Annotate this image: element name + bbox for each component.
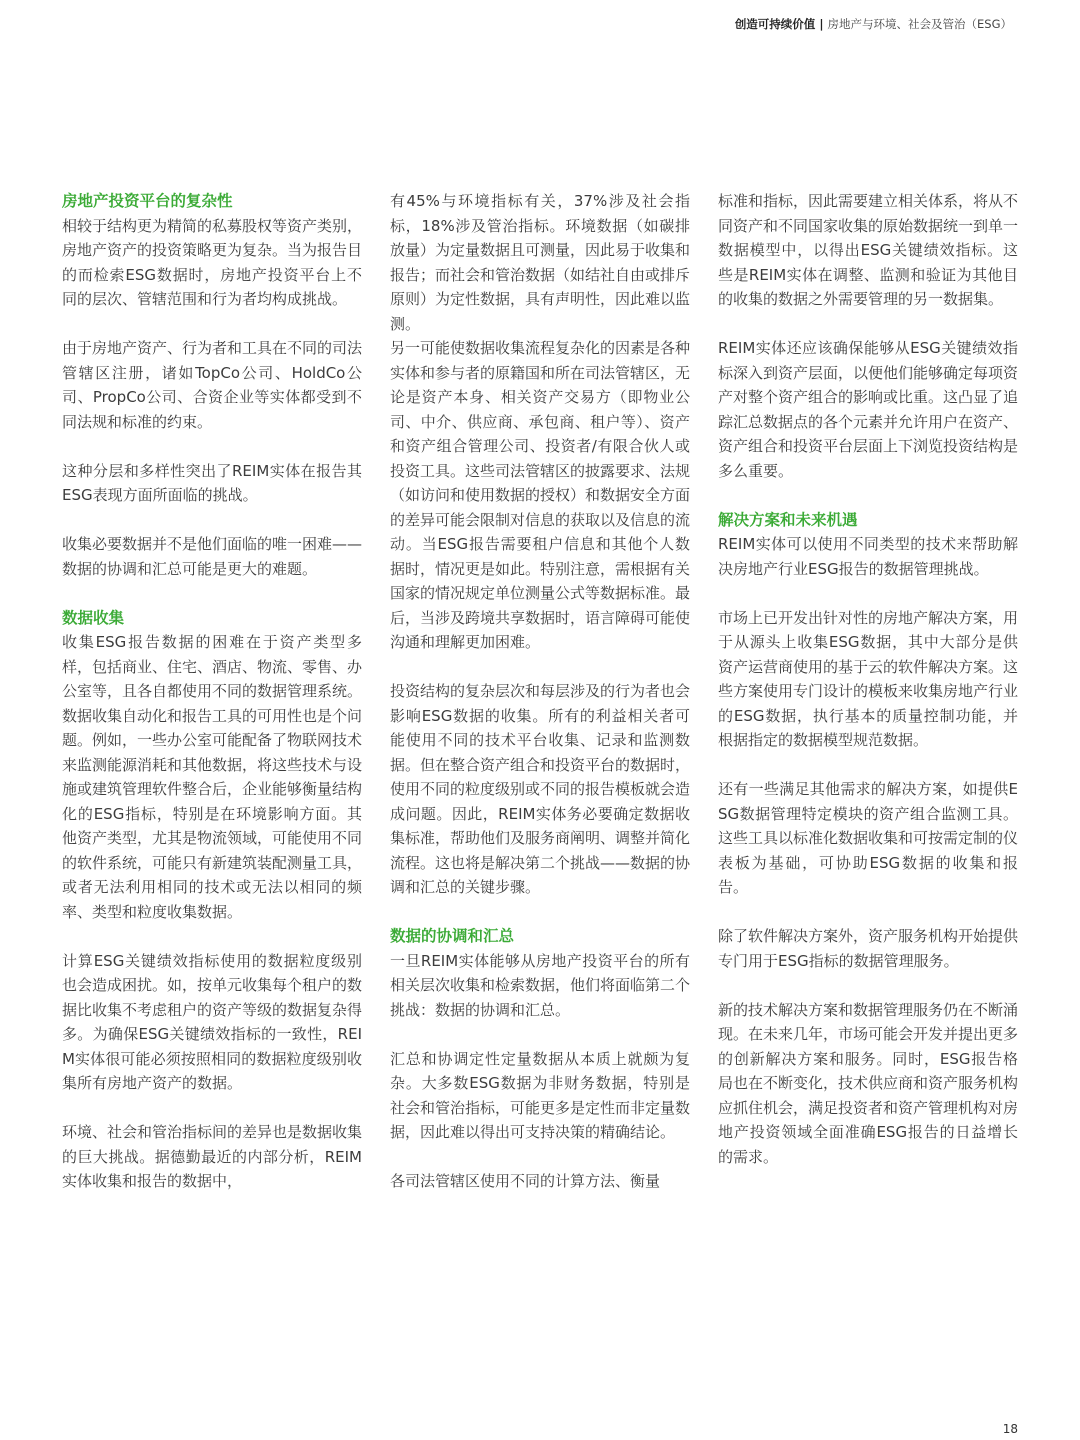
paragraph: REIM实体还应该确保能够从ESG关键绩效指标深入到资产层面，以便他们能够确定每项资产对整个资产组合的影响或比重。这凸显了追踪汇总数据点的各个元素并允许用户在资产、资产组合和投资平台层面上下浏览投资结构是多么重要。 [718,339,1019,480]
paragraph: 另一可能使数据收集流程复杂化的因素是各种实体和参与者的原籍国和所在司法管辖区，无论是资产本身、相关资产交易方（即物业公司、中介、供应商、承包商、租户等）、资产和资产组合管理公司、投资者/有限合伙人或投资工具。这些司法管辖区的披露要求、法规（如访问和使用数据的授权）和数据安全方面的差异可能会限制对信息的获取以及信息的流动。当ESG报告需要租户信息和其他个人数据时，情况更是如此。特别注意，需根据有关国家的情况规定单位测量公式等数据标准。最后，当涉及跨境共享数据时，语言障碍可能使沟通和理解更加困难。 [390,339,691,651]
paragraph: 收集ESG报告数据的困难在于资产类型多样，包括商业、住宅、酒店、物流、零售、办公室等，且各自都使用不同的数据管理系统。数据收集自动化和报告工具的可用性也是个问题。例如，一些办公室可能配备了物联网技术来监测能源消耗和其他数据，将这些技术与设施或建筑管理软件整合后，企业能够衡量结构化的ESG指标，特别是在环境影响方面。其他资产类型，尤其是物流领域，可能使用不同的软件系统，可能只有新建筑装配测量工具，或者无法利用相同的技术或无法以相同的频率、类型和粒度收集数据。 [62,633,363,921]
paragraph: 相较于结构更为精简的私募股权等资产类别，房地产资产的投资策略更为复杂。当为报告目的而检索ESG数据时，房地产投资平台上不同的层次、管辖范围和行为者均构成挑战。 [62,216,363,308]
paragraph: 投资结构的复杂层次和每层涉及的行为者也会影响ESG数据的收集。所有的利益相关者可能使用不同的技术平台收集、记录和监测数据。但在整合资产组合和投资平台的数据时，使用不同的粒度级别或不同的报告模板就会造成问题。因此，REIM实体务必要确定数据收集标准，帮助他们及服务商阐明、调整并简化流程。这也将是解决第二个挑战——数据的协调和汇总的关键步骤。 [390,682,691,896]
paragraph: 市场上已开发出针对性的房地产解决方案，用于从源头上收集ESG数据，其中大部分是供资产运营商使用的基于云的软件解决方案。这些方案使用专门设计的模板来收集房地产行业的ESG数据，执行基本的质量控制功能，并根据指定的数据模型规范数据。 [718,608,1019,749]
header-separator: | [819,17,824,31]
section-heading-data-collection: 数据收集 [62,608,125,627]
paragraph: 各司法管辖区使用不同的计算方法、衡量 [390,1172,661,1190]
paragraph: 新的技术解决方案和数据管理服务仍在不断涌现。在未来几年，市场可能会开发并提出更多的创新解决方案和服务。同时，ESG报告格局也在不断变化，技术供应商和资产服务机构应抓住机会，满足投资者和资产管理机构对房地产投资领域全面准确ESG报告的日益增长的需求。 [718,1000,1019,1166]
column-middle [390,189,690,1194]
column-left [62,189,362,1194]
header-title: 创造可持续价值 [734,17,816,31]
paragraph: REIM实体可以使用不同类型的技术来帮助解决房地产行业ESG报告的数据管理挑战。 [718,535,1018,578]
paragraph: 标准和指标，因此需要建立相关体系，将从不同资产和不同国家收集的原始数据统一到单一数据模型中，以得出ESG关键绩效指标。这些是REIM实体在调整、监测和验证为其他目的收集的数据之外需要管理的另一数据集。 [718,192,1019,308]
paragraph: 一旦REIM实体能够从房地产投资平台的所有相关层次收集和检索数据，他们将面临第二个挑战：数据的协调和汇总。 [390,951,691,1019]
paragraph: 环境、社会和管治指标间的差异也是数据收集的巨大挑战。据德勤最近的内部分析，REIM实体收集和报告的数据中， [62,1123,363,1190]
paragraph: 收集必要数据并不是他们面临的唯一困难——数据的协调和汇总可能是更大的难题。 [62,535,363,578]
section-heading-harmonization: 数据的协调和汇总 [390,927,515,945]
paragraph: 汇总和协调定性定量数据从本质上就颇为复杂。大多数ESG数据为非财务数据，特别是社会和管治指标，可能更多是定性而非定量数据，因此难以得出可支持决策的精确结论。 [390,1049,691,1141]
paragraph: 还有一些满足其他需求的解决方案，如提供ESG数据管理特定模块的资产组合监测工具。这些工具以标准化数据收集和可按需定制的仪表板为基础，可协助ESG数据的收集和报告。 [718,780,1019,896]
paragraph: 除了软件解决方案外，资产服务机构开始提供专门用于ESG指标的数据管理服务。 [718,927,1019,970]
page-number: 18 [1002,1422,1018,1436]
column-right [718,189,1018,1169]
header-subtitle: 房地产与环境、社会及管治（ESG） [827,17,1012,31]
paragraph: 由于房地产资产、行为者和工具在不同的司法管辖区注册，诸如TopCo公司、HoldCo公司、PropCo公司、合资企业等实体都受到不同法规和标准的约束。 [62,339,363,431]
paragraph: 有45%与环境指标有关，37%涉及社会指标，18%涉及管治指标。环境数据（如碳排放量）为定量数据且可测量，因此易于收集和报告；而社会和管治数据（如结社自由或排斥原则）为定性数据，具有声明性，因此难以监测。 [390,192,691,333]
running-header [735,16,1012,32]
section-heading-solutions: 解决方案和未来机遇 [718,510,858,529]
section-heading-complexity: 房地产投资平台的复杂性 [62,192,233,210]
paragraph: 计算ESG关键绩效指标使用的数据粒度级别也会造成困扰。如，按单元收集每个租户的数据比收集不考虑租户的资产等级的数据复杂得多。为确保ESG关键绩效指标的一致性，REIM实体很可能必须按照相同的数据粒度级别收集所有房地产资产的数据。 [62,951,363,1092]
paragraph: 这种分层和多样性突出了REIM实体在报告其ESG表现方面所面临的挑战。 [62,461,362,504]
